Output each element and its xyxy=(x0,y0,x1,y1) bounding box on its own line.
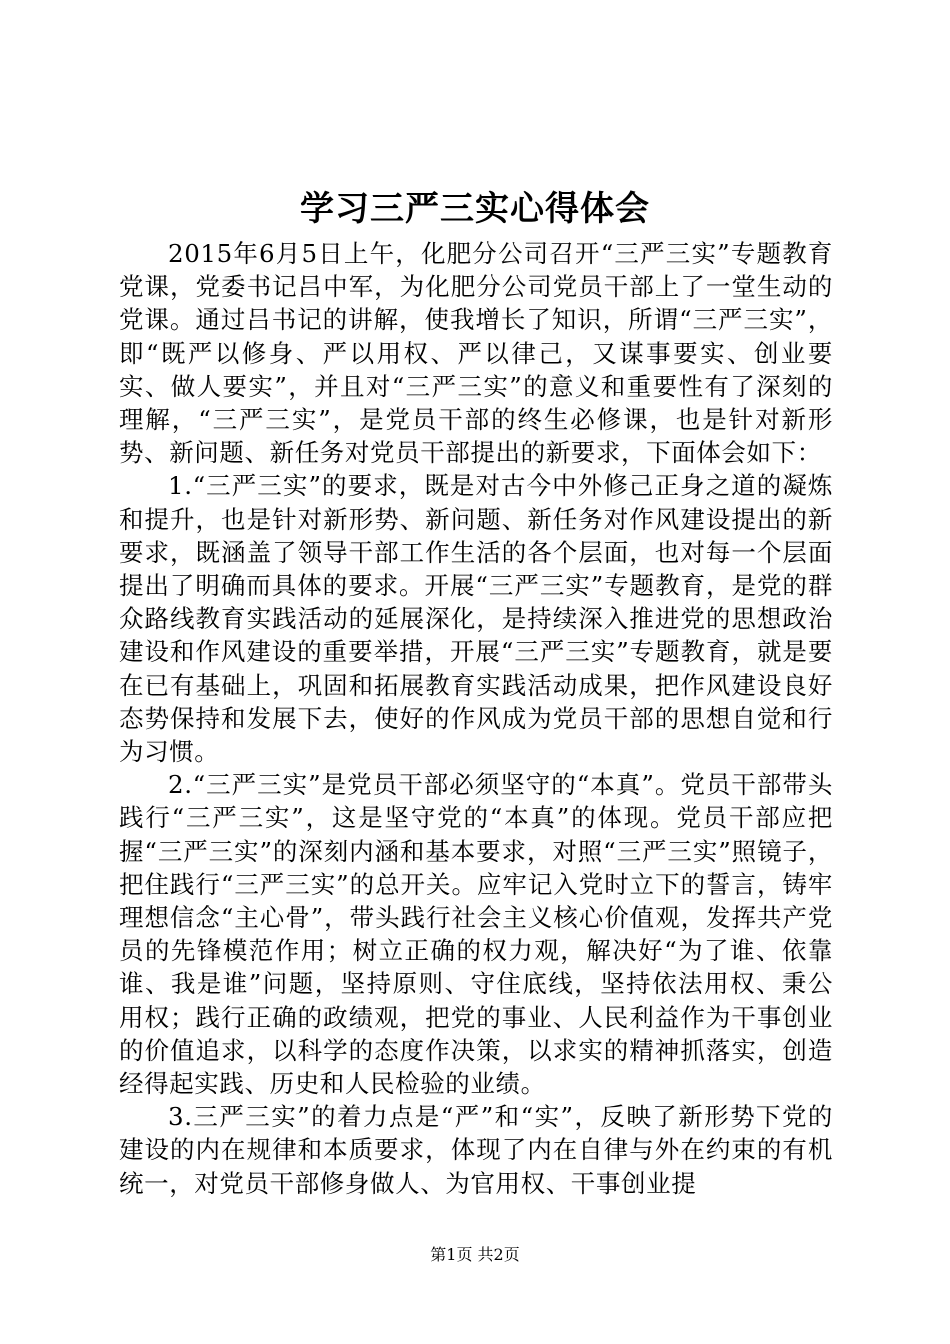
paragraph-point-1: 1.“三严三实”的要求，既是对古今中外修己正身之道的凝炼和提升，也是针对新形势、新问题、新任务对作风建设提出的新要求，既涵盖了领导干部工作生活的各个层面，也对每一个层面提出了明确而具体的要求。开展“三严三实”专题教育，是党的群众路线教育实践活动的延展深化，是持续深入推进党的思想政治建设和作风建设的重要举措，开展“三严三实”专题教育，就是要在已有基础上，巩固和拓展教育实践活动成果，把作风建设良好态势保持和发展下去，使好的作风成为党员干部的思想自觉和行为习惯。 xyxy=(119,471,833,767)
page-footer: 第1页 共2页 xyxy=(430,1245,520,1264)
paragraph-intro: 2015年6月5日上午，化肥分公司召开“三严三实”专题教育党课，党委书记吕中军，为化肥分公司党员干部上了一堂生动的党课。通过吕书记的讲解，使我增长了知识，所谓“三严三实”，即“既严以修身、严以用权、严以律己，又谋事要实、创业要实、做人要实”，并且对“三严三实”的意义和重要性有了深刻的理解，“三严三实”，是党员干部的终生必修课，也是针对新形势、新问题、新任务对党员干部提出的新要求，下面体会如下： xyxy=(119,239,833,468)
document-body xyxy=(119,237,833,1200)
document-title: 学习三严三实心得体会 xyxy=(300,189,650,229)
paragraph-point-2: 2.“三严三实”是党员干部必须坚守的“本真”。党员干部带头践行“三严三实”，这是坚守党的“本真”的体现。党员干部应把握“三严三实”的深刻内涵和基本要求，对照“三严三实”照镜子，把住践行“三严三实”的总开关。应牢记入党时立下的誓言，铸牢理想信念“主心骨”，带头践行社会主义核心价值观，发挥共产党员的先锋模范作用；树立正确的权力观，解决好“为了谁、依靠谁、我是谁”问题，坚持原则、守住底线，坚持依法用权、秉公用权；践行正确的政绩观，把党的事业、人民利益作为干事创业的价值追求，以科学的态度作决策，以求实的精神抓落实，创造经得起实践、历史和人民检验的业绩。 xyxy=(119,770,833,1099)
paragraph-point-3: 3.三严三实”的着力点是“严”和“实”，反映了新形势下党的建设的内在规律和本质要求，体现了内在自律与外在约束的有机统一，对党员干部修身做人、为官用权、干事创业提 xyxy=(119,1102,833,1198)
